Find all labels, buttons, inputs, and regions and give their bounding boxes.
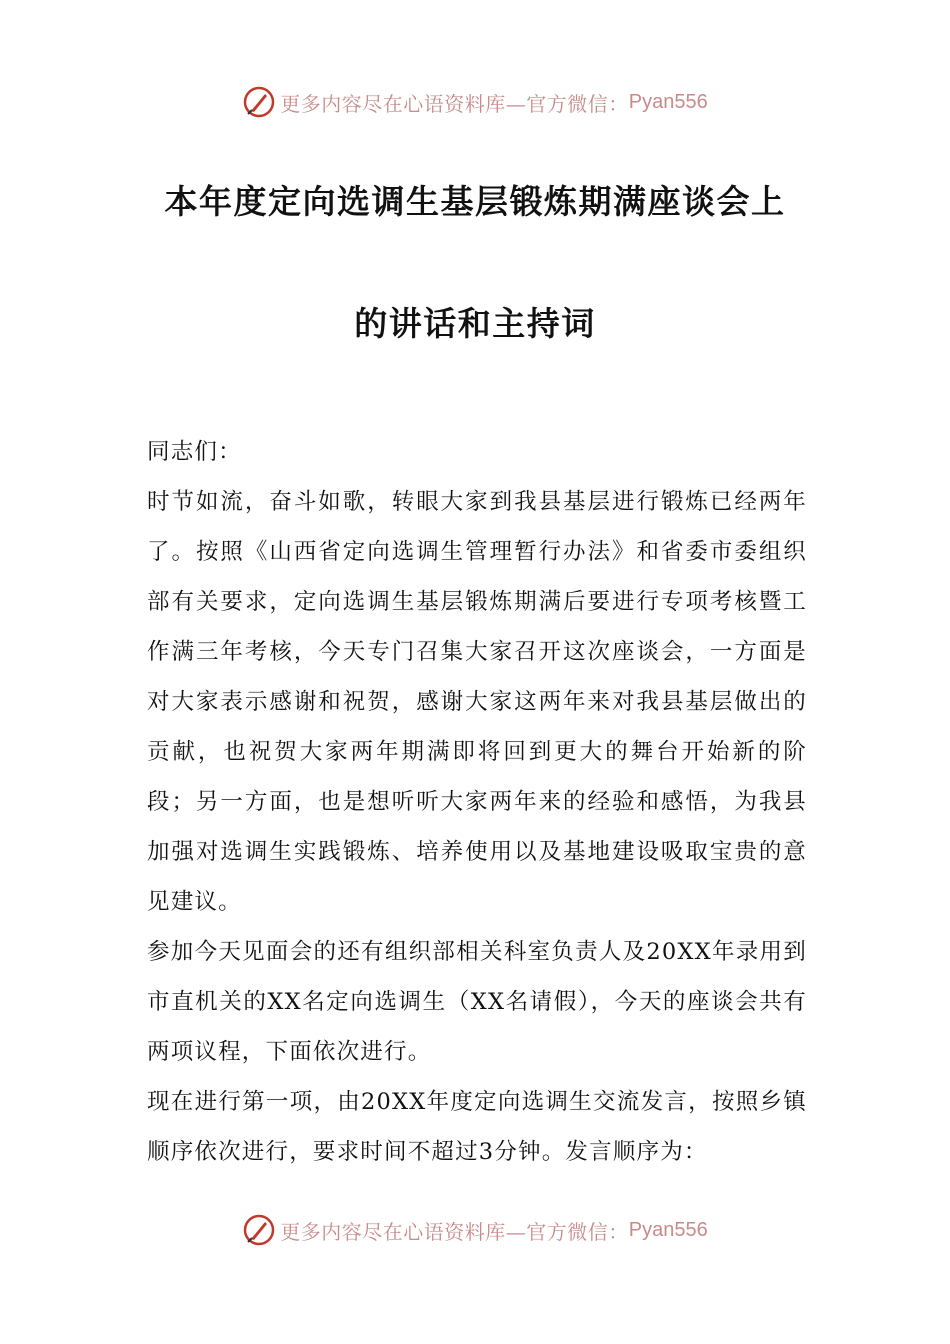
footer-watermark	[0, 1208, 950, 1252]
paragraph: 时节如流，奋斗如歌，转眼大家到我县基层进行锻炼已经两年了。按照《山西省定向选调生管理暂行办法》和省委市委组织部有关要求，定向选调生基层锻炼期满后要进行专项考核暨工作满三年考核，今天专门召集大家召开这次座谈会，一方面是对大家表示感谢和祝贺，感谢大家这两年来对我县基层做出的贡献，也祝贺大家两年期满即将回到更大的舞台开始新的阶段；另一方面，也是想听听大家两年来的经验和感悟，为我县加强对选调生实践锻炼、培养使用以及基地建设吸取宝贵的意见建议。	[147, 489, 807, 915]
watermark-wechat-id: Pyan556	[628, 1218, 708, 1241]
paragraph: 参加今天见面会的还有组织部相关科室负责人及20XX年录用到市直机关的XX名定向选调生（XX名请假），今天的座谈会共有两项议程，下面依次进行。	[147, 939, 807, 1065]
watermark-text: 更多内容尽在心语资料库—官方微信：	[280, 1219, 629, 1244]
document-body	[147, 427, 807, 1177]
header-watermark	[0, 80, 950, 124]
quill-logo-icon	[242, 1213, 276, 1247]
paragraph: 现在进行第一项，由20XX年度定向选调生交流发言，按照乡镇顺序依次进行，要求时间不超过3分钟。发言顺序为：	[147, 1089, 807, 1165]
watermark-wechat-id: Pyan556	[628, 90, 708, 113]
document-title-line-2: 的讲话和主持词	[354, 304, 596, 343]
salutation: 同志们：	[147, 439, 242, 465]
document-title-line-1: 本年度定向选调生基层锻炼期满座谈会上	[164, 182, 786, 221]
quill-logo-icon	[242, 85, 276, 119]
watermark-text: 更多内容尽在心语资料库—官方微信：	[280, 91, 629, 116]
